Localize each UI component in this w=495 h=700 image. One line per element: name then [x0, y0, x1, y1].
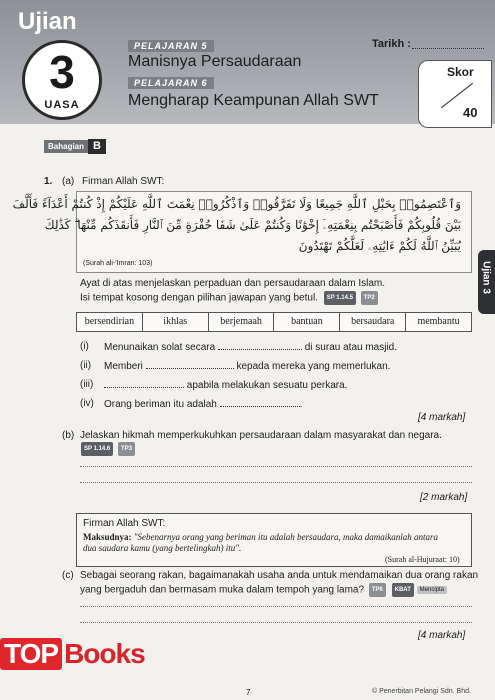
- marks-c: [4 markah]: [418, 630, 466, 641]
- unit-sub: UASA: [44, 99, 80, 111]
- watermark-top: TOP: [0, 638, 62, 670]
- arabic-line-1: وَٱعْتَصِمُوا۟ بِحَبْلِ ٱللَّهِ جَمِيعًا وَلَا تَفَرَّقُوا۟ وَٱذْكُرُوا۟ نِعْمَتَ ٱللَّهِ عَلَيْكُمْ إِذْ كُنتُمْ أَعْدَآءً فَأَلَّفَ: [12, 197, 461, 211]
- kbat-level: Mencipta: [417, 586, 447, 594]
- part-c-question-2-text: yang bergaduh dan bermasam muka dalam tempoh yang lama?: [80, 584, 365, 596]
- section-letter: B: [88, 139, 106, 154]
- ujian-label: Ujian: [18, 8, 77, 35]
- word-bank-cell: ikhlas: [143, 313, 209, 331]
- tarikh-field[interactable]: [412, 48, 484, 49]
- item-i-number: (i): [80, 341, 89, 352]
- item-ii: [104, 360, 390, 373]
- sp-badge: SP 1.14.5: [324, 291, 356, 305]
- part-b-label: (b): [62, 430, 75, 441]
- skor-box: [418, 60, 492, 128]
- skor-label: Skor: [447, 65, 474, 79]
- note-box: [76, 513, 472, 567]
- part-c-question-1: Sebagai seorang rakan, bagaimanakah usaha anda untuk mendamaikan dua orang rakan: [80, 570, 479, 581]
- instruction-2-text: Isi tempat kosong dengan pilihan jawapan yang betul.: [80, 292, 318, 304]
- instruction-1: Ayat di atas menjelaskan perpaduan dan persaudaraan dalam Islam.: [80, 278, 386, 289]
- note-ref: (Surah al-Hujuraat: 10): [385, 555, 460, 564]
- word-bank-cell: bantuan: [274, 313, 340, 331]
- item-iv-number: (iv): [80, 398, 94, 409]
- word-bank-table: [76, 312, 472, 332]
- arabic-line-2: بَيْنَ قُلُوبِكُمْ فَأَصْبَحْتُم بِنِعْمَتِهِۦٓ إِخْوَٰنًا وَكُنتُمْ عَلَىٰ شَفَا حُفْرَةٍ مِّنَ ٱلنَّارِ فَأَنقَذَكُم مِّنْهَا ۗ كَذَٰلِكَ: [44, 218, 461, 232]
- part-c-question-2: [80, 583, 447, 597]
- section-label: Bahagian: [44, 140, 88, 153]
- note-maksudnya: Maksudnya:: [83, 532, 132, 542]
- item-ii-after: kepada mereka yang memerlukan.: [236, 361, 391, 372]
- kbat-badge: KBAT: [392, 583, 414, 597]
- tp-badge: TP6: [369, 583, 386, 597]
- unit-tab: [6, 0, 116, 120]
- lesson1-tag: PELAJARAN 5: [128, 40, 214, 52]
- item-iii-blank[interactable]: [104, 379, 184, 388]
- quran-verse-box: [12, 191, 472, 273]
- skor-total: 40: [463, 105, 478, 120]
- lesson2-tag: PELAJARAN 6: [128, 77, 214, 89]
- note-text-1: "Sebenarnya orang yang beriman itu adalah bersaudara, maka damaikanlah antara: [133, 532, 439, 542]
- item-iv: [104, 398, 302, 411]
- item-iii-after: apabila melakukan sesuatu perkara.: [186, 380, 348, 391]
- word-bank-cell: berjemaah: [209, 313, 275, 331]
- item-ii-number: (ii): [80, 360, 92, 371]
- publisher: © Penerbitan Pelangi Sdn. Bhd.: [372, 688, 471, 695]
- sp-badge: SP 1.14.6: [81, 442, 113, 456]
- item-iv-before: Orang beriman itu adalah: [104, 399, 217, 410]
- tarikh-label: Tarikh :: [372, 38, 411, 50]
- word-bank-cell: bersendirian: [77, 313, 143, 331]
- tp-badge: TP2: [361, 291, 378, 305]
- instruction-2: [80, 291, 378, 305]
- arabic-line-3: يُبَيِّنُ ٱللَّهُ لَكُمْ ءَايَٰتِهِۦ لَعَلَّكُمْ تَهْتَدُونَ: [298, 239, 461, 253]
- answer-line[interactable]: [80, 606, 472, 607]
- side-tab: [478, 250, 495, 314]
- item-i-before: Menunaikan solat secara: [104, 342, 216, 353]
- item-iv-after: .: [299, 399, 303, 410]
- item-i-after: di surau atau masjid.: [304, 342, 398, 353]
- marks-b: [2 markah]: [420, 492, 468, 503]
- unit-circle: [22, 40, 102, 120]
- item-ii-blank[interactable]: [146, 360, 234, 369]
- marks-a: [4 markah]: [418, 412, 466, 423]
- item-iii-number: (iii): [80, 379, 94, 390]
- question-number: 1.: [44, 176, 53, 187]
- answer-line[interactable]: [80, 482, 472, 483]
- note-text-2: dua saudara kamu (yang bertelingkah) itu".: [83, 543, 242, 553]
- answer-line[interactable]: [80, 622, 472, 623]
- firman-label: Firman Allah SWT:: [82, 176, 165, 187]
- answer-line[interactable]: [80, 466, 472, 467]
- watermark-books: Books: [64, 638, 145, 669]
- part-b-question: Jelaskan hikmah memperkukuhkan persaudaraan dalam masyarakat dan negara.: [80, 430, 442, 441]
- item-ii-before: Memberi: [104, 361, 143, 372]
- side-tab-label: Ujian 3: [480, 261, 492, 294]
- unit-number: 3: [49, 46, 75, 98]
- tp-badge: TP3: [118, 442, 135, 456]
- lesson1-title: Manisnya Persaudaraan: [128, 53, 302, 70]
- item-iv-blank[interactable]: [220, 398, 300, 407]
- item-i: [104, 341, 397, 354]
- item-i-blank[interactable]: [218, 341, 302, 350]
- note-title: Firman Allah SWT:: [83, 518, 166, 529]
- topbooks-watermark: [0, 638, 145, 670]
- part-c-label: (c): [62, 570, 74, 581]
- part-a-label: (a): [62, 176, 75, 187]
- part-b-badges: [78, 442, 135, 456]
- item-iii: [104, 379, 347, 392]
- surah-ref: (Surah ali-'Imran: 103): [83, 260, 153, 267]
- lesson2-title: Mengharap Keampunan Allah SWT: [128, 92, 379, 109]
- section-badge: [44, 139, 106, 154]
- word-bank-cell: membantu: [417, 316, 460, 327]
- page-number: 7: [246, 688, 251, 697]
- word-bank-cell: bersaudara: [340, 313, 406, 331]
